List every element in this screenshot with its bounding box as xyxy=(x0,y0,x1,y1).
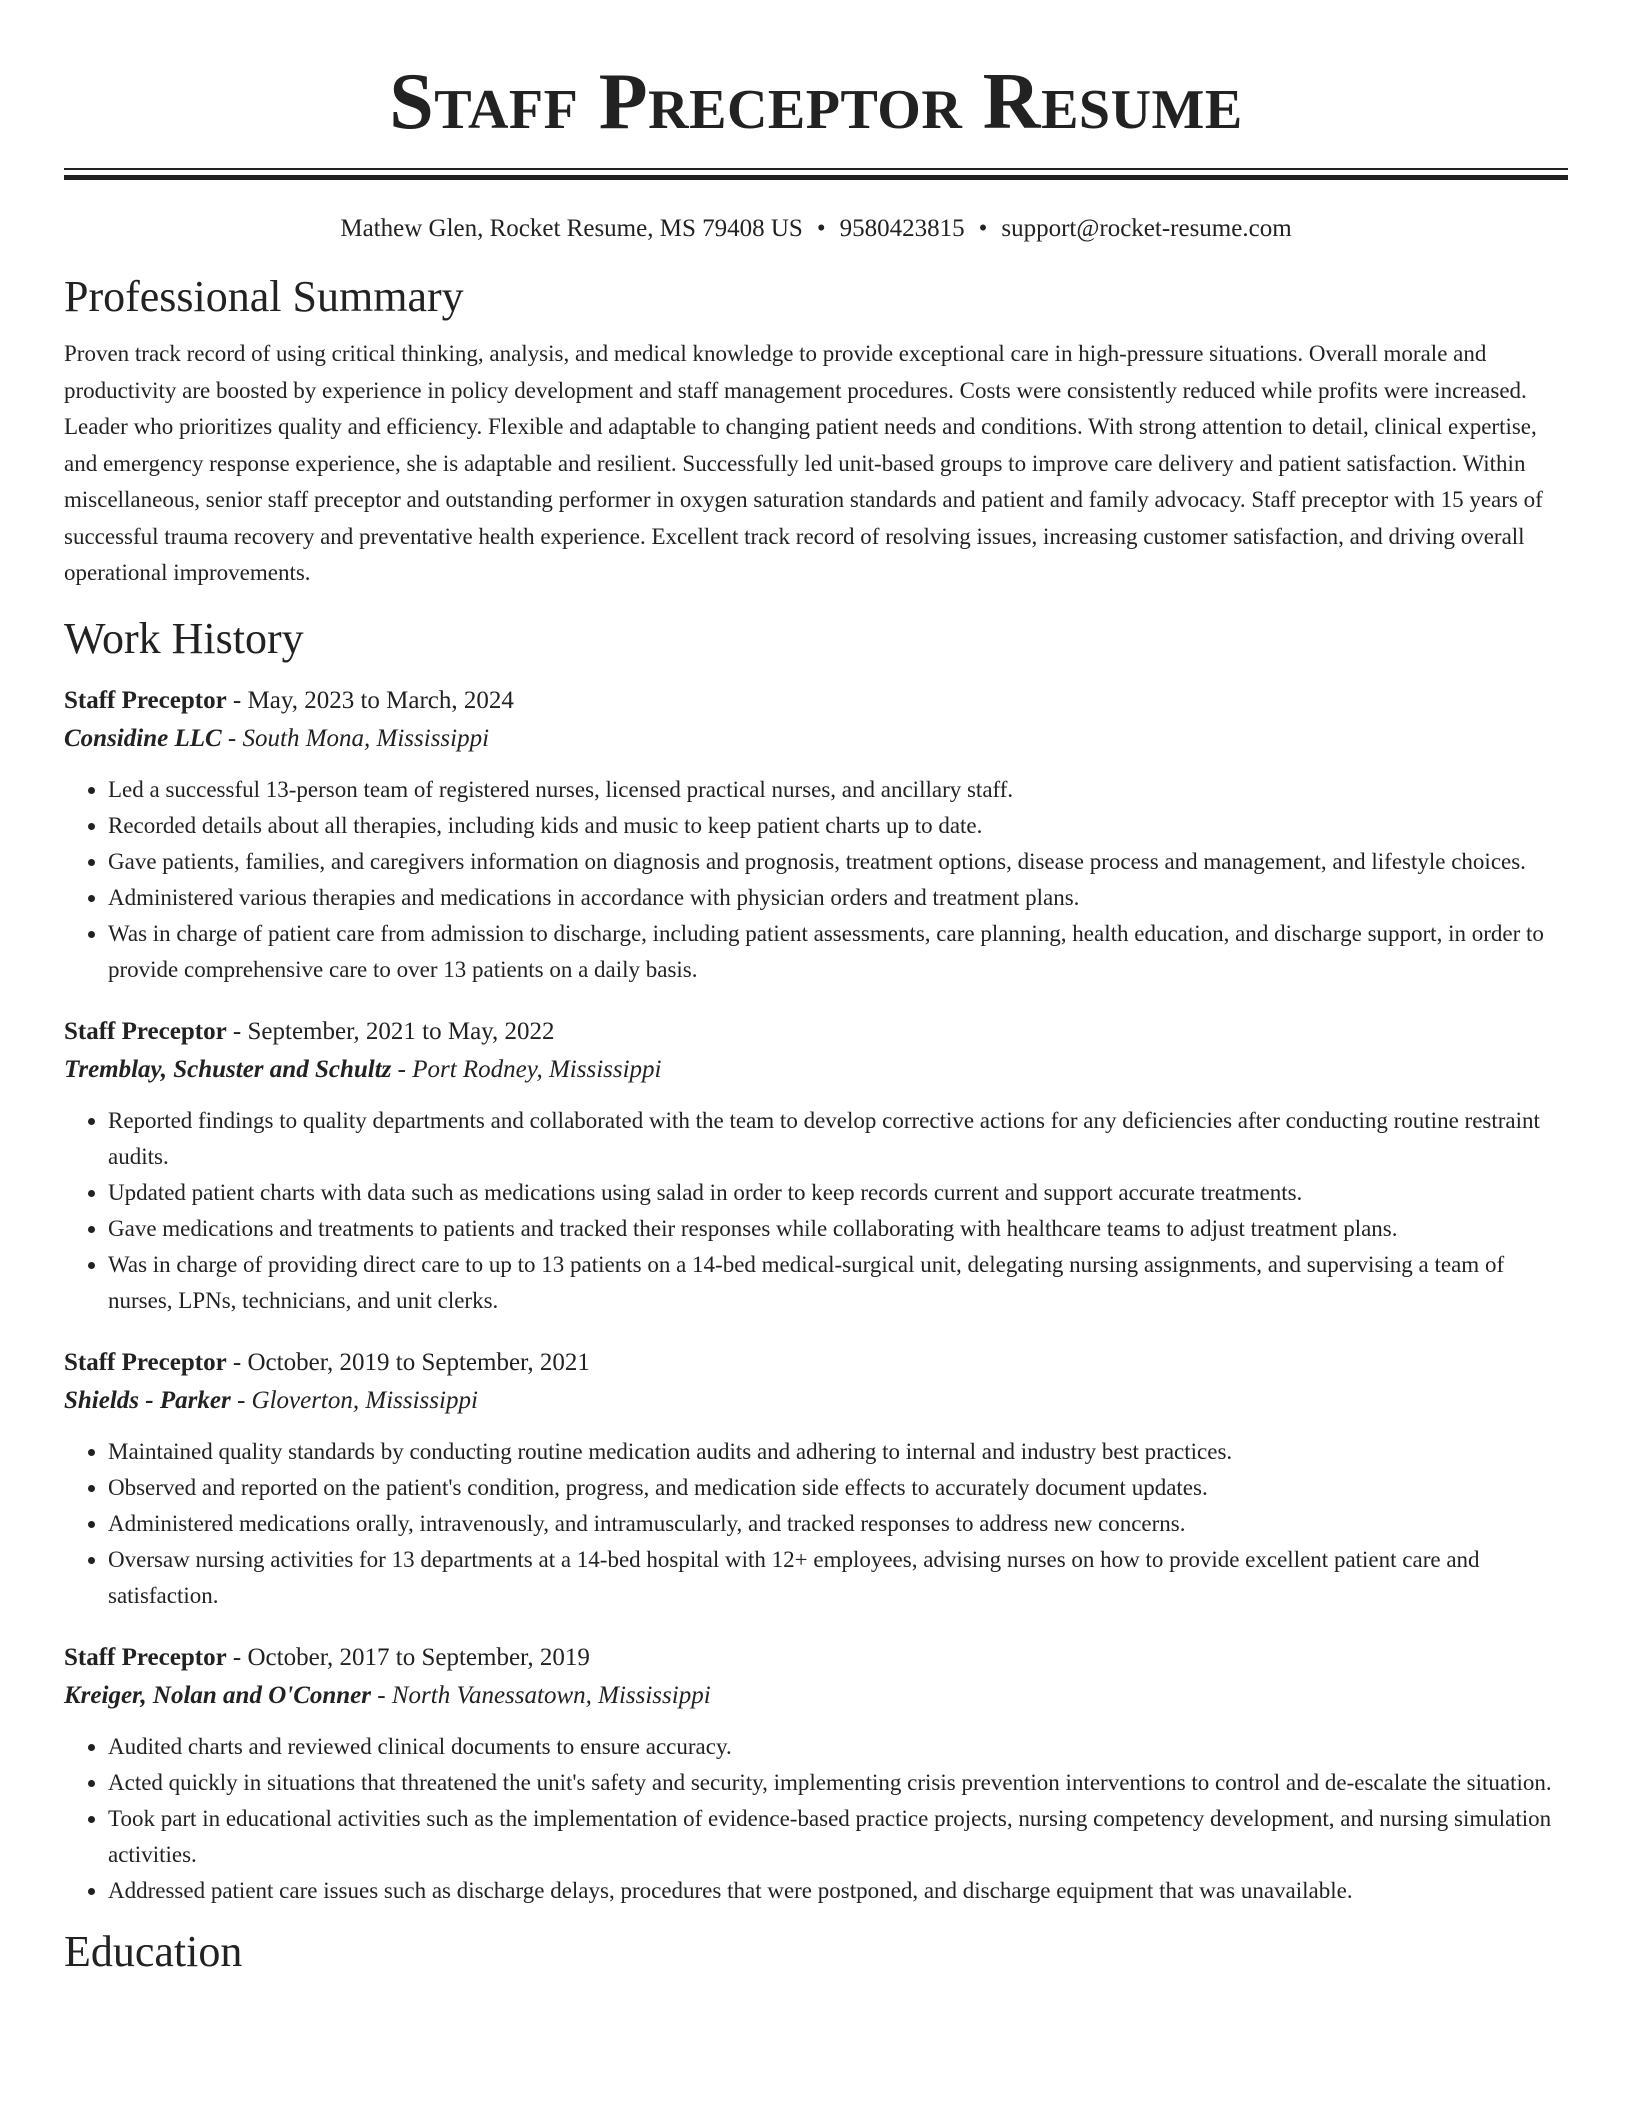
job-bullet: • Updated patient charts with data such as medications using salad in order to keep records current and support accurate treatments. xyxy=(108,1175,1568,1211)
job-title-line xyxy=(64,1013,1568,1051)
job-bullet: • Gave patients, families, and caregivers information on diagnosis and prognosis, treatment options, disease process and management, and lifestyle choices. xyxy=(108,844,1568,880)
contact-separator: • xyxy=(816,215,826,242)
job-role: Staff Preceptor xyxy=(64,1643,227,1671)
job-company-line xyxy=(64,1382,1568,1420)
education-heading: Education xyxy=(64,1926,243,1976)
job-location: - South Mona, Mississippi xyxy=(221,724,490,752)
job-company: Kreiger, Nolan and O'Conner xyxy=(64,1681,372,1709)
job-entry xyxy=(64,682,1568,988)
job-bullet: • Was in charge of providing direct care to up to 13 patients on a 14-bed medical-surgical unit, delegating nursing assignments, and supervising a team of nurses, LPNs, technicians, and unit clerks. xyxy=(108,1247,1568,1319)
job-company-line xyxy=(64,1051,1568,1089)
contact-address: Mathew Glen, Rocket Resume, MS 79408 US xyxy=(340,215,803,242)
job-role: Staff Preceptor xyxy=(64,1348,227,1376)
contact-separator: • xyxy=(978,215,988,242)
contact-line xyxy=(64,214,1568,244)
job-bullet: • Was in charge of patient care from admission to discharge, including patient assessments, care planning, health education, and discharge support, in order to provide comprehensive care to over 13 patients on a daily basis. xyxy=(108,916,1568,988)
job-entry xyxy=(64,1344,1568,1614)
job-role: Staff Preceptor xyxy=(64,1017,227,1045)
job-bullet: • Oversaw nursing activities for 13 departments at a 14-bed hospital with 12+ employees, advising nurses on how to provide excellent patient care and satisfaction. xyxy=(108,1542,1568,1614)
job-company: Considine LLC xyxy=(64,724,222,752)
job-dates: - October, 2019 to September, 2021 xyxy=(226,1348,590,1376)
title-rule-thick xyxy=(64,175,1568,180)
job-bullet: • Led a successful 13-person team of registered nurses, licensed practical nurses, and ancillary staff. xyxy=(108,772,1568,808)
job-title-line xyxy=(64,1344,1568,1382)
resume-title: Staff Preceptor Resume xyxy=(389,58,1243,146)
job-bullet: • Reported findings to quality departments and collaborated with the team to develop corrective actions for any deficiencies after conducting routine restraint audits. xyxy=(108,1103,1568,1175)
job-location: - Port Rodney, Mississippi xyxy=(391,1055,662,1083)
job-bullet: • Recorded details about all therapies, including kids and music to keep patient charts up to date. xyxy=(108,808,1568,844)
job-dates: - September, 2021 to May, 2022 xyxy=(226,1017,555,1045)
job-bullet: • Took part in educational activities such as the implementation of evidence-based practice projects, nursing competency development, and nursing simulation activities. xyxy=(108,1801,1568,1873)
job-bullet: • Administered medications orally, intravenously, and intramuscularly, and tracked responses to address new concerns. xyxy=(108,1506,1568,1542)
job-dates: - May, 2023 to March, 2024 xyxy=(226,686,514,714)
contact-email: support@rocket-resume.com xyxy=(1001,215,1292,242)
summary-heading: Professional Summary xyxy=(64,272,464,321)
job-bullets xyxy=(64,1729,1568,1909)
job-bullets xyxy=(64,772,1568,988)
job-title-line xyxy=(64,682,1568,720)
job-bullet: • Gave medications and treatments to patients and tracked their responses while collaborating with healthcare teams to adjust treatment plans. xyxy=(108,1211,1568,1247)
contact-phone: 9580423815 xyxy=(839,215,965,242)
job-location: - North Vanessatown, Mississippi xyxy=(371,1681,711,1709)
job-company: Shields - Parker xyxy=(64,1386,231,1414)
job-bullets xyxy=(64,1103,1568,1319)
job-entry xyxy=(64,1013,1568,1319)
resume-page xyxy=(64,0,1568,1977)
job-company-line xyxy=(64,720,1568,758)
job-bullets xyxy=(64,1434,1568,1614)
work-history-heading: Work History xyxy=(64,613,304,663)
job-bullet: • Observed and reported on the patient's condition, progress, and medication side effects to accurately document updates. xyxy=(108,1470,1568,1506)
job-bullet: • Acted quickly in situations that threatened the unit's safety and security, implementing crisis prevention interventions to control and de-escalate the situation. xyxy=(108,1765,1568,1801)
job-role: Staff Preceptor xyxy=(64,686,227,714)
job-bullet: • Audited charts and reviewed clinical documents to ensure accuracy. xyxy=(108,1729,1568,1765)
job-bullet: • Administered various therapies and medications in accordance with physician orders and treatment plans. xyxy=(108,880,1568,916)
summary-text: Proven track record of using critical thinking, analysis, and medical knowledge to provide exceptional care in high-pressure situations. Overall morale and productivity are boosted by experience in policy development and staff management procedures. Costs were consistently reduced while profits were increased. Leader who prioritizes quality and efficiency. Flexible and adaptable to changing patient needs and conditions. With strong attention to detail, clinical expertise, and emergency response experience, she is adaptable and resilient. Successfully led unit-based groups to improve care delivery and patient satisfaction. Within miscellaneous, senior staff preceptor and outstanding performer in oxygen saturation standards and patient and family advocacy. Staff preceptor with 15 years of successful trauma recovery and preventative health experience. Excellent track record of resolving issues, increasing customer satisfaction, and driving overall operational improvements. xyxy=(64,341,1543,585)
title-rule-thin xyxy=(64,168,1568,170)
job-dates: - October, 2017 to September, 2019 xyxy=(226,1643,590,1671)
job-bullet: • Maintained quality standards by conducting routine medication audits and adhering to internal and industry best practices. xyxy=(108,1434,1568,1470)
job-company: Tremblay, Schuster and Schultz xyxy=(64,1055,392,1083)
job-company-line xyxy=(64,1677,1568,1715)
job-location: - Gloverton, Mississippi xyxy=(230,1386,478,1414)
job-entry xyxy=(64,1639,1568,1909)
job-title-line xyxy=(64,1639,1568,1677)
job-bullet: • Addressed patient care issues such as discharge delays, procedures that were postponed, and discharge equipment that was unavailable. xyxy=(108,1873,1568,1909)
